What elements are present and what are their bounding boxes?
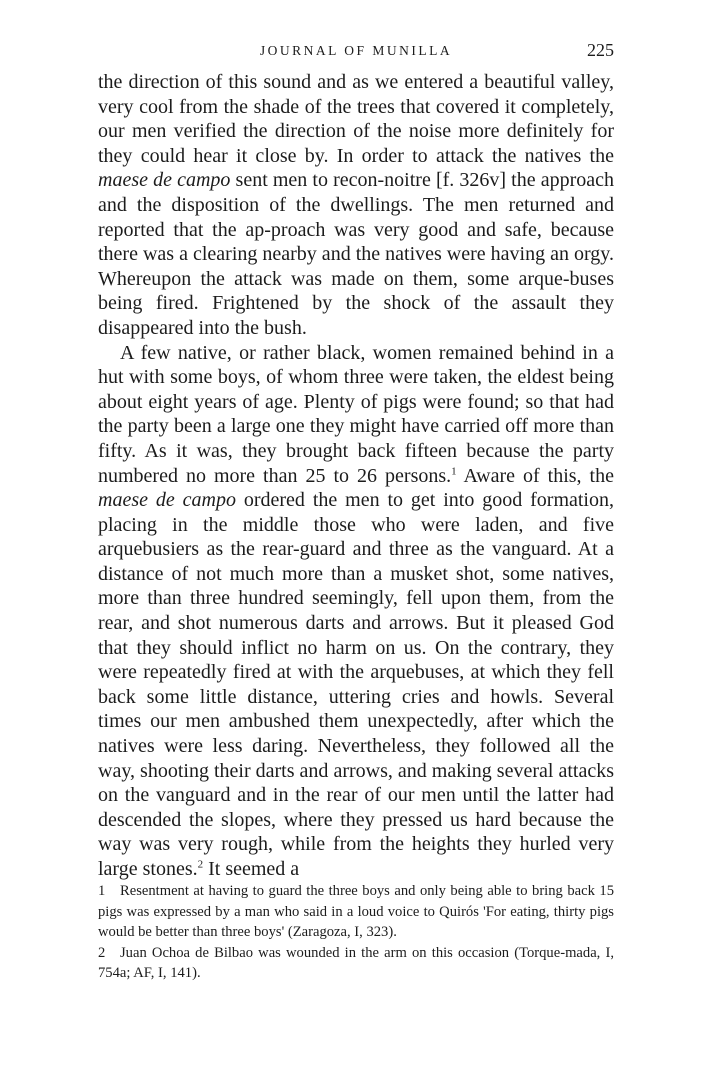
paragraph <box>98 341 614 882</box>
footnote <box>98 881 614 943</box>
text-run: sent men to recon-noitre [f. 326v] the approach and the disposition of the dwellings. The men returned and reported that the ap-proach was very good and safe, because there was a clearing nearby and the natives were having an orgy. Whereupon the attack was made on them, some arque-buses being fired. Frightened by the shock of the assault they disappeared into the bush. <box>98 169 614 339</box>
running-title: JOURNAL OF MUNILLA <box>259 43 453 58</box>
page-number: 225 <box>587 40 614 60</box>
text-run: ordered the men to get into good formation, placing in the middle those who were laden, and five arquebusiers as the rear-guard and three as the vanguard. At a distance of not much more than a musket shot, some natives, more than three hundred seemingly, fell upon them, from the rear, and shot numerous darts and arrows. But it pleased God that they should inflict no harm on us. On the contrary, they were repeatedly fired at with the arquebuses, at which they fell back some little distance, uttering cries and howls. Several times our men ambushed them unexpectedly, after which the natives were less daring. Nevertheless, they followed all the way, shooting their darts and arrows, and making several attacks on the vanguard and in the rear of our men until the latter had descended the slopes, where they pressed us hard because the way was very rough, while from the heights they hurled very large stones. <box>98 489 614 880</box>
text-run: A few native, or rather black, women remained behind in a hut with some boys, of whom three were taken, the eldest being about eight years of age. Plenty of pigs were found; so that had the party been a large one they might have carried off more than fifty. As it was, they brought back fifteen because the party numbered no more than 25 to 26 persons. <box>98 341 614 487</box>
text-run: the direction of this sound and as we entered a beautiful valley, very cool from the shade of the trees that covered it completely, our men verified the direction of the noise more definitely for they could hear it close by. In order to attack the natives the <box>98 71 614 167</box>
footnote-text: Juan Ochoa de Bilbao was wounded in the arm on this occasion (Torque-mada, I, 754a; AF, I, 141). <box>98 944 614 981</box>
paragraph <box>98 70 614 341</box>
footnote-reference: 1 <box>451 464 457 477</box>
footnote-text: Resentment at having to guard the three boys and only being able to bring back 15 pigs was expressed by a man who said in a loud voice to Quirós 'For eating, thirty pigs would be better than three boys' (Zaragoza, I, 323). <box>98 883 614 940</box>
footnote-marker: 1 <box>98 883 106 899</box>
footnote <box>98 943 614 984</box>
italic-phrase: maese de campo <box>98 169 231 192</box>
footnote-marker: 2 <box>98 944 106 961</box>
text-run: It seemed a <box>203 858 300 880</box>
italic-phrase: maese de campo <box>98 489 236 512</box>
footnotes <box>98 881 614 984</box>
text-run: Aware of this, the <box>456 464 614 487</box>
running-head <box>98 40 614 64</box>
footnote-reference: 2 <box>197 858 204 871</box>
body-text <box>98 70 614 882</box>
